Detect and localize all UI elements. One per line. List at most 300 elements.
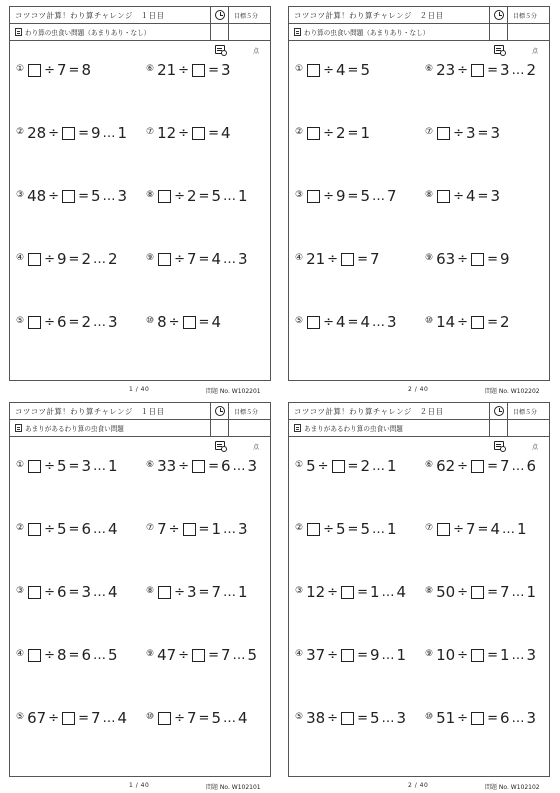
problem-item — [295, 583, 406, 601]
operand: 3 — [186, 583, 197, 601]
operator: = — [487, 314, 498, 330]
problem-number: ① — [16, 64, 25, 74]
operand: 3 — [247, 457, 258, 475]
answer-box[interactable] — [341, 253, 354, 266]
answer-box[interactable] — [28, 316, 41, 329]
operator: ÷ — [457, 710, 469, 726]
operand: 4 — [335, 61, 346, 79]
operator: … — [371, 458, 385, 474]
operator: ÷ — [44, 62, 55, 78]
operator: = — [198, 710, 210, 726]
operand: 1 — [526, 583, 537, 601]
problem-list — [289, 437, 549, 777]
operand: 3 — [107, 313, 118, 331]
operand: 5 — [247, 646, 258, 664]
problem-item — [425, 61, 536, 79]
operand: 1 — [211, 520, 221, 538]
problem-number: ⑤ — [295, 316, 304, 326]
operand: 2 — [107, 250, 118, 268]
answer-box[interactable] — [192, 127, 205, 140]
operator: ÷ — [174, 251, 185, 267]
operand: 4 — [220, 124, 231, 142]
operator: ÷ — [178, 458, 190, 474]
answer-box[interactable] — [471, 64, 484, 77]
operand: 1 — [499, 646, 510, 664]
operator: … — [511, 458, 525, 474]
worksheet-title: コツコツ計算！わり算チャレンジ ２日目 — [294, 407, 444, 416]
problem-item — [146, 520, 248, 538]
memo-icon — [15, 28, 22, 36]
problem-number: ④ — [16, 253, 25, 263]
answer-box[interactable] — [192, 460, 205, 473]
operand: 4 — [237, 709, 248, 727]
operator: ÷ — [327, 584, 339, 600]
operator: ÷ — [174, 710, 185, 726]
operator: … — [92, 314, 106, 330]
answer-box[interactable] — [471, 253, 484, 266]
answer-box[interactable] — [341, 586, 354, 599]
answer-box[interactable] — [158, 712, 171, 725]
operand: 1 — [386, 520, 397, 538]
problem-item — [16, 709, 127, 727]
answer-box[interactable] — [183, 316, 196, 329]
operand: 6 — [81, 520, 91, 538]
operand: 6 — [526, 457, 537, 475]
operator: ÷ — [323, 521, 334, 537]
problem-item — [16, 646, 118, 664]
answer-box[interactable] — [28, 523, 41, 536]
problem-item — [16, 457, 118, 475]
operator: ÷ — [457, 314, 469, 330]
operator: ÷ — [178, 62, 190, 78]
operand: 8 — [81, 61, 91, 79]
operand: 28 — [27, 124, 47, 142]
operator: ÷ — [323, 62, 334, 78]
header-divider — [507, 7, 508, 41]
operand: 5 — [56, 520, 67, 538]
problem-number: ⑨ — [146, 253, 155, 263]
operand: 37 — [306, 646, 326, 664]
problem-item — [425, 709, 536, 727]
operator: ÷ — [48, 188, 60, 204]
operator: ÷ — [168, 521, 180, 537]
answer-box[interactable] — [307, 316, 320, 329]
answer-box[interactable] — [307, 64, 320, 77]
operand: 7 — [157, 520, 167, 538]
header-row-title — [10, 7, 270, 24]
problem-item — [16, 250, 118, 268]
answer-box[interactable] — [437, 127, 450, 140]
problem-item — [295, 313, 397, 331]
problem-item — [146, 583, 248, 601]
operator: = — [208, 125, 219, 141]
operand: 5 — [360, 520, 370, 538]
operand: 33 — [157, 457, 177, 475]
worksheet-title: コツコツ計算！わり算チャレンジ １日目 — [15, 407, 165, 416]
answer-box[interactable] — [62, 127, 75, 140]
operand: 1 — [516, 520, 527, 538]
operator: ÷ — [44, 584, 55, 600]
operand: 2 — [526, 61, 537, 79]
operator: … — [222, 710, 236, 726]
problem-item — [295, 457, 397, 475]
operator: ÷ — [457, 251, 469, 267]
operator: = — [198, 521, 210, 537]
operand: 3 — [386, 313, 397, 331]
clock-icon — [215, 10, 225, 20]
problem-item — [295, 124, 370, 142]
operator: … — [501, 521, 515, 537]
problem-number: ④ — [295, 253, 304, 263]
answer-box[interactable] — [158, 253, 171, 266]
problem-item — [425, 124, 500, 142]
target-time: 目標５分 — [234, 409, 259, 416]
operator: … — [92, 458, 106, 474]
worksheet-3 — [9, 402, 273, 791]
problem-number: ⑩ — [425, 712, 434, 722]
operand: 2 — [499, 313, 510, 331]
operator: ÷ — [323, 314, 334, 330]
operator: = — [347, 314, 359, 330]
operand: 21 — [157, 61, 177, 79]
operand: 2 — [81, 250, 91, 268]
answer-box[interactable] — [437, 523, 450, 536]
operand: 7 — [186, 250, 197, 268]
operator: = — [347, 458, 359, 474]
operand: 10 — [436, 646, 456, 664]
problem-item — [16, 187, 127, 205]
page-number: 1 / 40 — [129, 782, 150, 789]
answer-box[interactable] — [28, 460, 41, 473]
operand: 12 — [157, 124, 177, 142]
problem-number: ① — [295, 64, 304, 74]
problem-number: ④ — [295, 649, 304, 659]
operator: = — [68, 584, 80, 600]
problem-number: ⑤ — [16, 316, 25, 326]
operand: 6 — [499, 709, 510, 727]
operand: 7 — [56, 61, 67, 79]
answer-box[interactable] — [192, 649, 205, 662]
operator: = — [208, 647, 219, 663]
operand: 6 — [56, 313, 67, 331]
operator: … — [511, 647, 525, 663]
operator: ÷ — [453, 125, 464, 141]
problem-number: ③ — [16, 190, 25, 200]
worksheet-subtitle — [294, 423, 403, 433]
memo-icon — [294, 28, 301, 36]
operator: = — [477, 125, 489, 141]
header-divider — [210, 7, 211, 41]
subtitle-text: あまりがあるわり算の虫食い問題 — [304, 425, 403, 433]
operator: … — [222, 251, 236, 267]
answer-box[interactable] — [332, 460, 345, 473]
problem-number: ② — [295, 127, 304, 137]
operator: = — [357, 710, 368, 726]
operator: = — [208, 62, 219, 78]
answer-box[interactable] — [307, 190, 320, 203]
header-row-subtitle — [10, 420, 270, 451]
operator: … — [381, 584, 395, 600]
operand: 5 — [369, 709, 380, 727]
operator: … — [92, 584, 106, 600]
header-divider — [228, 403, 229, 437]
operand: 23 — [436, 61, 456, 79]
operand: 6 — [220, 457, 231, 475]
operator: ÷ — [44, 251, 55, 267]
operand: 3 — [117, 187, 128, 205]
worksheet-subtitle — [15, 423, 124, 433]
worksheet-frame — [288, 6, 550, 381]
answer-box[interactable] — [28, 649, 41, 662]
operator: = — [68, 647, 80, 663]
problem-item — [16, 313, 118, 331]
operator: = — [78, 188, 89, 204]
page-number: 2 / 40 — [408, 782, 429, 789]
answer-box[interactable] — [471, 586, 484, 599]
answer-box[interactable] — [307, 127, 320, 140]
operator: ÷ — [174, 188, 185, 204]
problem-item — [425, 583, 536, 601]
operand: 50 — [436, 583, 456, 601]
operand: 4 — [211, 250, 221, 268]
operator: … — [232, 458, 246, 474]
operator: ÷ — [317, 458, 329, 474]
problem-item — [146, 61, 231, 79]
target-time: 目標５分 — [513, 409, 538, 416]
problem-item — [425, 646, 536, 664]
operand: 7 — [465, 520, 476, 538]
operator: = — [68, 314, 80, 330]
operand: 3 — [396, 709, 407, 727]
operator: = — [78, 710, 89, 726]
operator: = — [477, 188, 489, 204]
answer-box[interactable] — [341, 649, 354, 662]
header-divider — [489, 403, 490, 437]
operand: 4 — [107, 583, 118, 601]
problem-number: ⑥ — [425, 460, 434, 470]
answer-box[interactable] — [28, 64, 41, 77]
header-divider — [507, 403, 508, 437]
operator: = — [487, 62, 498, 78]
operand: 7 — [499, 457, 510, 475]
operator: … — [232, 647, 246, 663]
operator: … — [222, 584, 236, 600]
operator: ÷ — [48, 125, 60, 141]
answer-box[interactable] — [471, 460, 484, 473]
operator: = — [347, 188, 359, 204]
answer-box[interactable] — [28, 586, 41, 599]
problem-item — [16, 61, 91, 79]
operand: 3 — [81, 583, 91, 601]
operand: 9 — [499, 250, 510, 268]
operator: = — [347, 125, 359, 141]
problem-number: ② — [16, 127, 25, 137]
operand: 2 — [360, 457, 370, 475]
operator: ÷ — [323, 188, 334, 204]
operator: ÷ — [327, 710, 339, 726]
operator: ÷ — [457, 647, 469, 663]
problem-list — [10, 41, 270, 381]
header-row-title — [10, 403, 270, 420]
operator: ÷ — [453, 188, 464, 204]
operand: 5 — [107, 646, 118, 664]
header-divider — [489, 7, 490, 41]
problem-list — [10, 437, 270, 777]
problem-code: 問題 No. W102102 — [485, 784, 540, 791]
problem-item — [146, 646, 257, 664]
answer-box[interactable] — [471, 649, 484, 662]
problem-number: ⑥ — [146, 64, 155, 74]
problem-number: ⑧ — [425, 586, 434, 596]
operand: 7 — [499, 583, 510, 601]
operand: 3 — [526, 709, 537, 727]
operator: ÷ — [323, 125, 334, 141]
operand: 8 — [56, 646, 67, 664]
operand: 38 — [306, 709, 326, 727]
problem-number: ⑧ — [425, 190, 434, 200]
operator: ÷ — [178, 647, 190, 663]
operand: 7 — [220, 646, 231, 664]
operand: 5 — [211, 187, 221, 205]
problem-item — [425, 457, 536, 475]
score-unit: 点 — [532, 48, 539, 55]
operand: 48 — [27, 187, 47, 205]
page-number: 1 / 40 — [129, 386, 150, 393]
operand: 4 — [465, 187, 476, 205]
problem-item — [146, 457, 257, 475]
problem-number: ② — [16, 523, 25, 533]
problem-item — [295, 520, 397, 538]
operand: 5 — [211, 709, 221, 727]
score-unit: 点 — [253, 444, 260, 451]
answer-box[interactable] — [62, 190, 75, 203]
operator: ÷ — [457, 458, 469, 474]
operand: 2 — [335, 124, 346, 142]
operand: 5 — [90, 187, 101, 205]
page-number: 2 / 40 — [408, 386, 429, 393]
operator: ÷ — [168, 314, 180, 330]
problem-number: ③ — [295, 190, 304, 200]
operator: ÷ — [174, 584, 185, 600]
problem-number: ⑨ — [425, 253, 434, 263]
operand: 4 — [211, 313, 221, 331]
operand: 1 — [386, 457, 397, 475]
problem-item — [425, 520, 527, 538]
operand: 3 — [526, 646, 537, 664]
operand: 51 — [436, 709, 456, 727]
answer-box[interactable] — [158, 586, 171, 599]
operand: 6 — [56, 583, 67, 601]
subtitle-text: あまりがあるわり算の虫食い問題 — [25, 425, 124, 433]
memo-icon — [294, 424, 301, 432]
operand: 7 — [369, 250, 380, 268]
problem-item — [146, 124, 231, 142]
problem-item — [425, 250, 510, 268]
answer-box[interactable] — [437, 190, 450, 203]
problem-number: ⑩ — [425, 316, 434, 326]
problem-item — [295, 646, 406, 664]
worksheet-4 — [288, 402, 552, 791]
operand: 3 — [237, 520, 248, 538]
operator: = — [487, 458, 498, 474]
operand: 7 — [186, 709, 197, 727]
operator: … — [92, 251, 106, 267]
problem-item — [295, 61, 370, 79]
clock-icon — [215, 406, 225, 416]
operator: … — [511, 584, 525, 600]
operand: 9 — [335, 187, 346, 205]
operand: 67 — [27, 709, 47, 727]
operand: 1 — [117, 124, 128, 142]
answer-box[interactable] — [471, 316, 484, 329]
operand: 6 — [81, 646, 91, 664]
worksheet-2 — [288, 6, 552, 395]
answer-box[interactable] — [28, 253, 41, 266]
problem-list — [289, 41, 549, 381]
operator: … — [92, 647, 106, 663]
problem-number: ⑥ — [146, 460, 155, 470]
operator: ÷ — [44, 458, 55, 474]
operator: … — [92, 521, 106, 537]
operator: = — [357, 584, 368, 600]
answer-box[interactable] — [183, 523, 196, 536]
operator: … — [371, 521, 385, 537]
operand: 14 — [436, 313, 456, 331]
worksheet-subtitle — [15, 27, 150, 37]
answer-box[interactable] — [158, 190, 171, 203]
operator: ÷ — [327, 647, 339, 663]
operator: … — [511, 62, 525, 78]
problem-number: ② — [295, 523, 304, 533]
problem-number: ⑦ — [425, 523, 434, 533]
operator: ÷ — [178, 125, 190, 141]
answer-box[interactable] — [192, 64, 205, 77]
problem-item — [16, 583, 118, 601]
problem-number: ⑤ — [295, 712, 304, 722]
problem-item — [295, 709, 406, 727]
operand: 9 — [56, 250, 67, 268]
answer-box[interactable] — [341, 712, 354, 725]
operator: … — [102, 710, 116, 726]
operator: = — [347, 521, 359, 537]
operand: 1 — [237, 583, 248, 601]
score-unit: 点 — [253, 48, 260, 55]
problem-number: ③ — [295, 586, 304, 596]
answer-box[interactable] — [471, 712, 484, 725]
operator: = — [198, 314, 210, 330]
problem-number: ④ — [16, 649, 25, 659]
operand: 4 — [335, 313, 346, 331]
answer-box[interactable] — [307, 523, 320, 536]
problem-number: ⑩ — [146, 316, 155, 326]
problem-item — [146, 250, 248, 268]
problem-item — [425, 187, 500, 205]
worksheet-frame — [9, 402, 271, 777]
answer-box[interactable] — [62, 712, 75, 725]
operand: 7 — [211, 583, 221, 601]
operand: 4 — [490, 520, 500, 538]
worksheet-frame — [9, 6, 271, 381]
clock-icon — [494, 10, 504, 20]
operand: 21 — [306, 250, 326, 268]
operand: 12 — [306, 583, 326, 601]
problem-number: ⑤ — [16, 712, 25, 722]
operand: 5 — [360, 187, 370, 205]
operand: 62 — [436, 457, 456, 475]
subtitle-text: わり算の虫食い問題（あまりあり・なし） — [25, 29, 151, 37]
operator: = — [357, 251, 368, 267]
problem-number: ⑧ — [146, 586, 155, 596]
